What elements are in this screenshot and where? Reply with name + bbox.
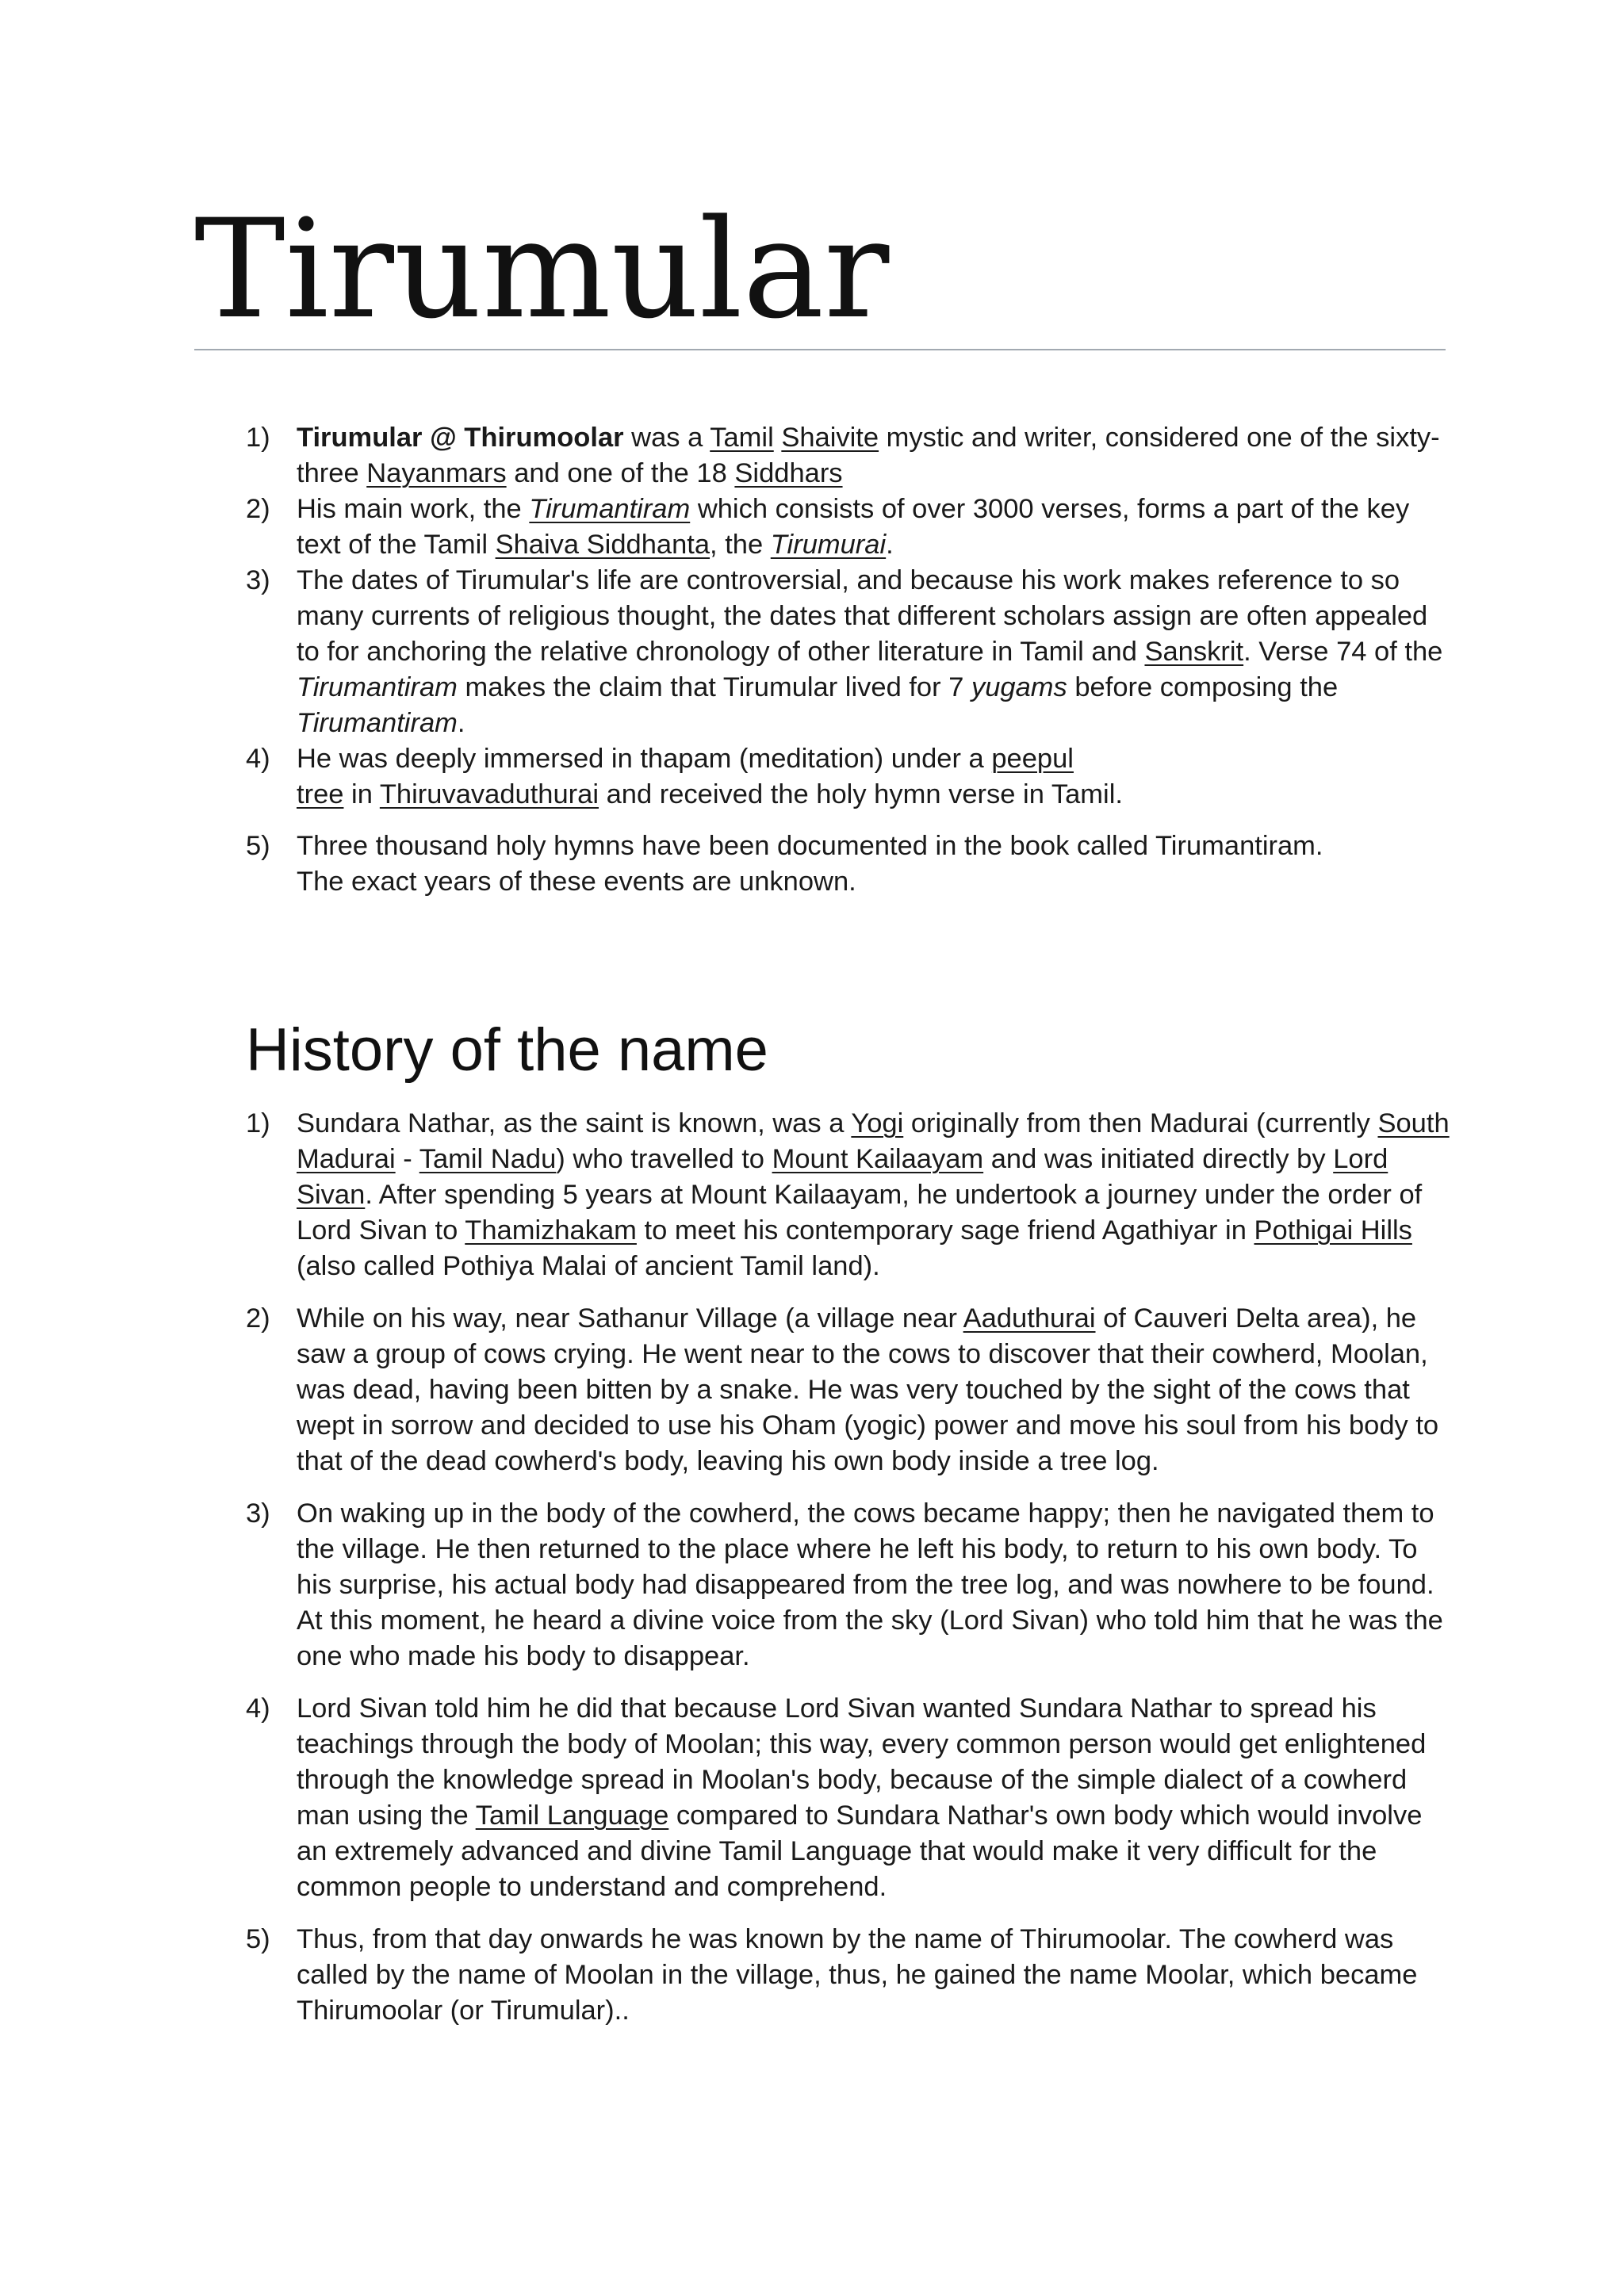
text-run: Lord Sivan told him he did that because Lord Sivan wanted Sundara Nathar to spread his teachings through the body of Moolan; this way, every common person would get enlightened through the knowledge spread in Moolan's body, because of the simple dialect of a cowherd man using the	[297, 1693, 1427, 1831]
text-run	[774, 423, 782, 453]
wiki-link[interactable]: Tamil Language	[475, 1800, 669, 1831]
text-run: makes the claim that Tirumular lived for 7	[457, 672, 971, 702]
section-heading-history: History of the name	[246, 1016, 768, 1084]
wiki-link[interactable]: South Madurai	[297, 1108, 1450, 1174]
item-number: 4)	[246, 744, 270, 774]
wiki-link[interactable]: Nayanmars	[366, 458, 507, 488]
history-item-1	[246, 1106, 1451, 1284]
wiki-link[interactable]: Mount Kailaayam	[772, 1144, 984, 1174]
text-run: -	[395, 1144, 419, 1174]
text-run: Tirumantiram	[297, 672, 458, 702]
history-item-5	[246, 1922, 1451, 2029]
intro-item-1	[246, 420, 1451, 492]
history-item-3	[246, 1496, 1451, 1674]
text-run: was a	[623, 423, 710, 453]
text-run: .	[886, 530, 894, 560]
wiki-link[interactable]: Tirumantiram	[529, 494, 691, 524]
text-run: The dates of Tirumular's life are controversial, and because his work makes reference to so many currents of religious thought, the dates that different scholars assign are often appealed to for anchoring the relative chronology of other literature in Tamil and	[297, 565, 1428, 667]
item-number: 4)	[246, 1693, 270, 1724]
text-run: which consists of over 3000 verses, forms a part of the key text of the Tamil	[297, 494, 1410, 560]
wiki-link[interactable]: Shaiva Siddhanta	[495, 530, 710, 560]
wiki-link[interactable]: Pothigai Hills	[1254, 1215, 1412, 1246]
page-title: Tirumular	[194, 189, 890, 349]
wiki-link[interactable]: Siddhars	[734, 458, 843, 488]
wiki-link[interactable]: Yogi	[851, 1108, 904, 1138]
text-run: He was deeply immersed in thapam (meditation) under a	[297, 744, 992, 774]
item-text	[297, 565, 1442, 738]
item-text	[297, 1303, 1438, 1476]
item-number: 3)	[246, 565, 270, 595]
text-run: (also called Pothiya Malai of ancient Tamil land).	[297, 1251, 880, 1281]
text-run: Sundara Nathar, as the saint is known, was a	[297, 1108, 852, 1138]
text-run: . Verse 74 of the	[1243, 637, 1443, 667]
text-run: in	[343, 779, 380, 809]
text-run: originally from then Madurai (currently	[903, 1108, 1378, 1138]
item-number: 1)	[246, 423, 270, 453]
wiki-link[interactable]: Thiruvavaduthurai	[379, 779, 599, 809]
text-run: and was initiated directly by	[983, 1144, 1334, 1174]
wiki-link[interactable]: Thamizhakam	[465, 1215, 637, 1246]
wiki-link[interactable]: tree	[297, 779, 344, 809]
item-text	[297, 1108, 1450, 1281]
text-run: and one of the 18	[506, 458, 735, 488]
intro-item-2	[246, 492, 1451, 563]
text-run: and received the holy hymn verse in Tamil.	[599, 779, 1123, 809]
history-list	[246, 1106, 1451, 2029]
history-item-4	[246, 1691, 1451, 1905]
item-number: 1)	[246, 1108, 270, 1138]
text-run: Tirumantiram	[297, 708, 458, 738]
text-run: Thus, from that day onwards he was known by the name of Thirumoolar. The cowherd was called by the name of Moolan in the village, thus, he gained the name Moolar, which became Thirumoolar (or Tirumular)..	[297, 1924, 1418, 2026]
intro-item-4	[246, 741, 1451, 813]
title-divider	[194, 349, 1446, 350]
wiki-link[interactable]: Aaduthurai	[963, 1303, 1096, 1334]
item-text	[297, 423, 1440, 488]
item-number: 2)	[246, 494, 270, 524]
item-text	[297, 1924, 1417, 2026]
intro-item-3	[246, 563, 1451, 741]
wiki-link[interactable]: Tamil	[710, 423, 774, 453]
item-text	[297, 1693, 1426, 1902]
wiki-link[interactable]: Tamil Nadu	[419, 1144, 557, 1174]
item-number: 5)	[246, 831, 270, 861]
text-run: His main work, the	[297, 494, 530, 524]
text-run: , the	[710, 530, 771, 560]
item-text	[297, 494, 1409, 560]
intro-item-5	[246, 828, 1451, 900]
item-text	[297, 1498, 1443, 1671]
item-number: 3)	[246, 1498, 270, 1529]
item-number: 5)	[246, 1924, 270, 1954]
text-run: .	[457, 708, 465, 738]
text-run: While on his way, near Sathanur Village (a village near	[297, 1303, 963, 1334]
text-run: ) who travelled to	[556, 1144, 772, 1174]
item-text	[297, 831, 1323, 897]
wiki-link[interactable]: Shaivite	[781, 423, 879, 453]
text-run: compared to Sundara Nathar's own body which would involve an extremely advanced and divine Tamil Language that would make it very difficult for the common people to understand and comprehend.	[297, 1800, 1423, 1902]
text-run: mystic and writer, considered one of the sixty-three	[297, 423, 1440, 488]
intro-list	[246, 420, 1451, 900]
text-run: of Cauveri Delta area), he saw a group of cows crying. He went near to the cows to discover that their cowherd, Moolan, was dead, having been bitten by a snake. He was very touched by the sight of the cows that wept in sorrow and decided to use his Oham (yogic) power and move his soul from his body to that of the dead cowherd's body, leaving his own body inside a tree log.	[297, 1303, 1439, 1476]
wiki-link[interactable]: Sanskrit	[1144, 637, 1244, 667]
wiki-link[interactable]: peepul	[991, 744, 1074, 774]
item-number: 2)	[246, 1303, 270, 1334]
item-text	[297, 744, 1123, 809]
text-run: On waking up in the body of the cowherd, the cows became happy; then he navigated them to the village. He then returned to the place where he left his body, to return to his own body. To his surprise, his actual body had disappeared from the tree log, and was nowhere to be found. At this moment, he heard a divine voice from the sky (Lord Sivan) who told him that he was the one who made his body to disappear.	[297, 1498, 1443, 1671]
wiki-link[interactable]: Tirumurai	[770, 530, 887, 560]
wiki-link[interactable]: Lord Sivan	[297, 1144, 1388, 1210]
text-run: Three thousand holy hymns have been documented in the book called Tirumantiram.	[297, 831, 1323, 861]
text-run: before composing the	[1067, 672, 1339, 702]
text-run: Tirumular @ Thirumoolar	[297, 423, 624, 453]
text-run: yugams	[971, 672, 1067, 702]
text-run: to meet his contemporary sage friend Agathiyar in	[636, 1215, 1254, 1246]
history-item-2	[246, 1301, 1451, 1479]
text-run: The exact years of these events are unknown.	[297, 867, 856, 897]
text-run: . After spending 5 years at Mount Kailaayam, he undertook a journey under the order of Lord Sivan to	[297, 1180, 1423, 1246]
